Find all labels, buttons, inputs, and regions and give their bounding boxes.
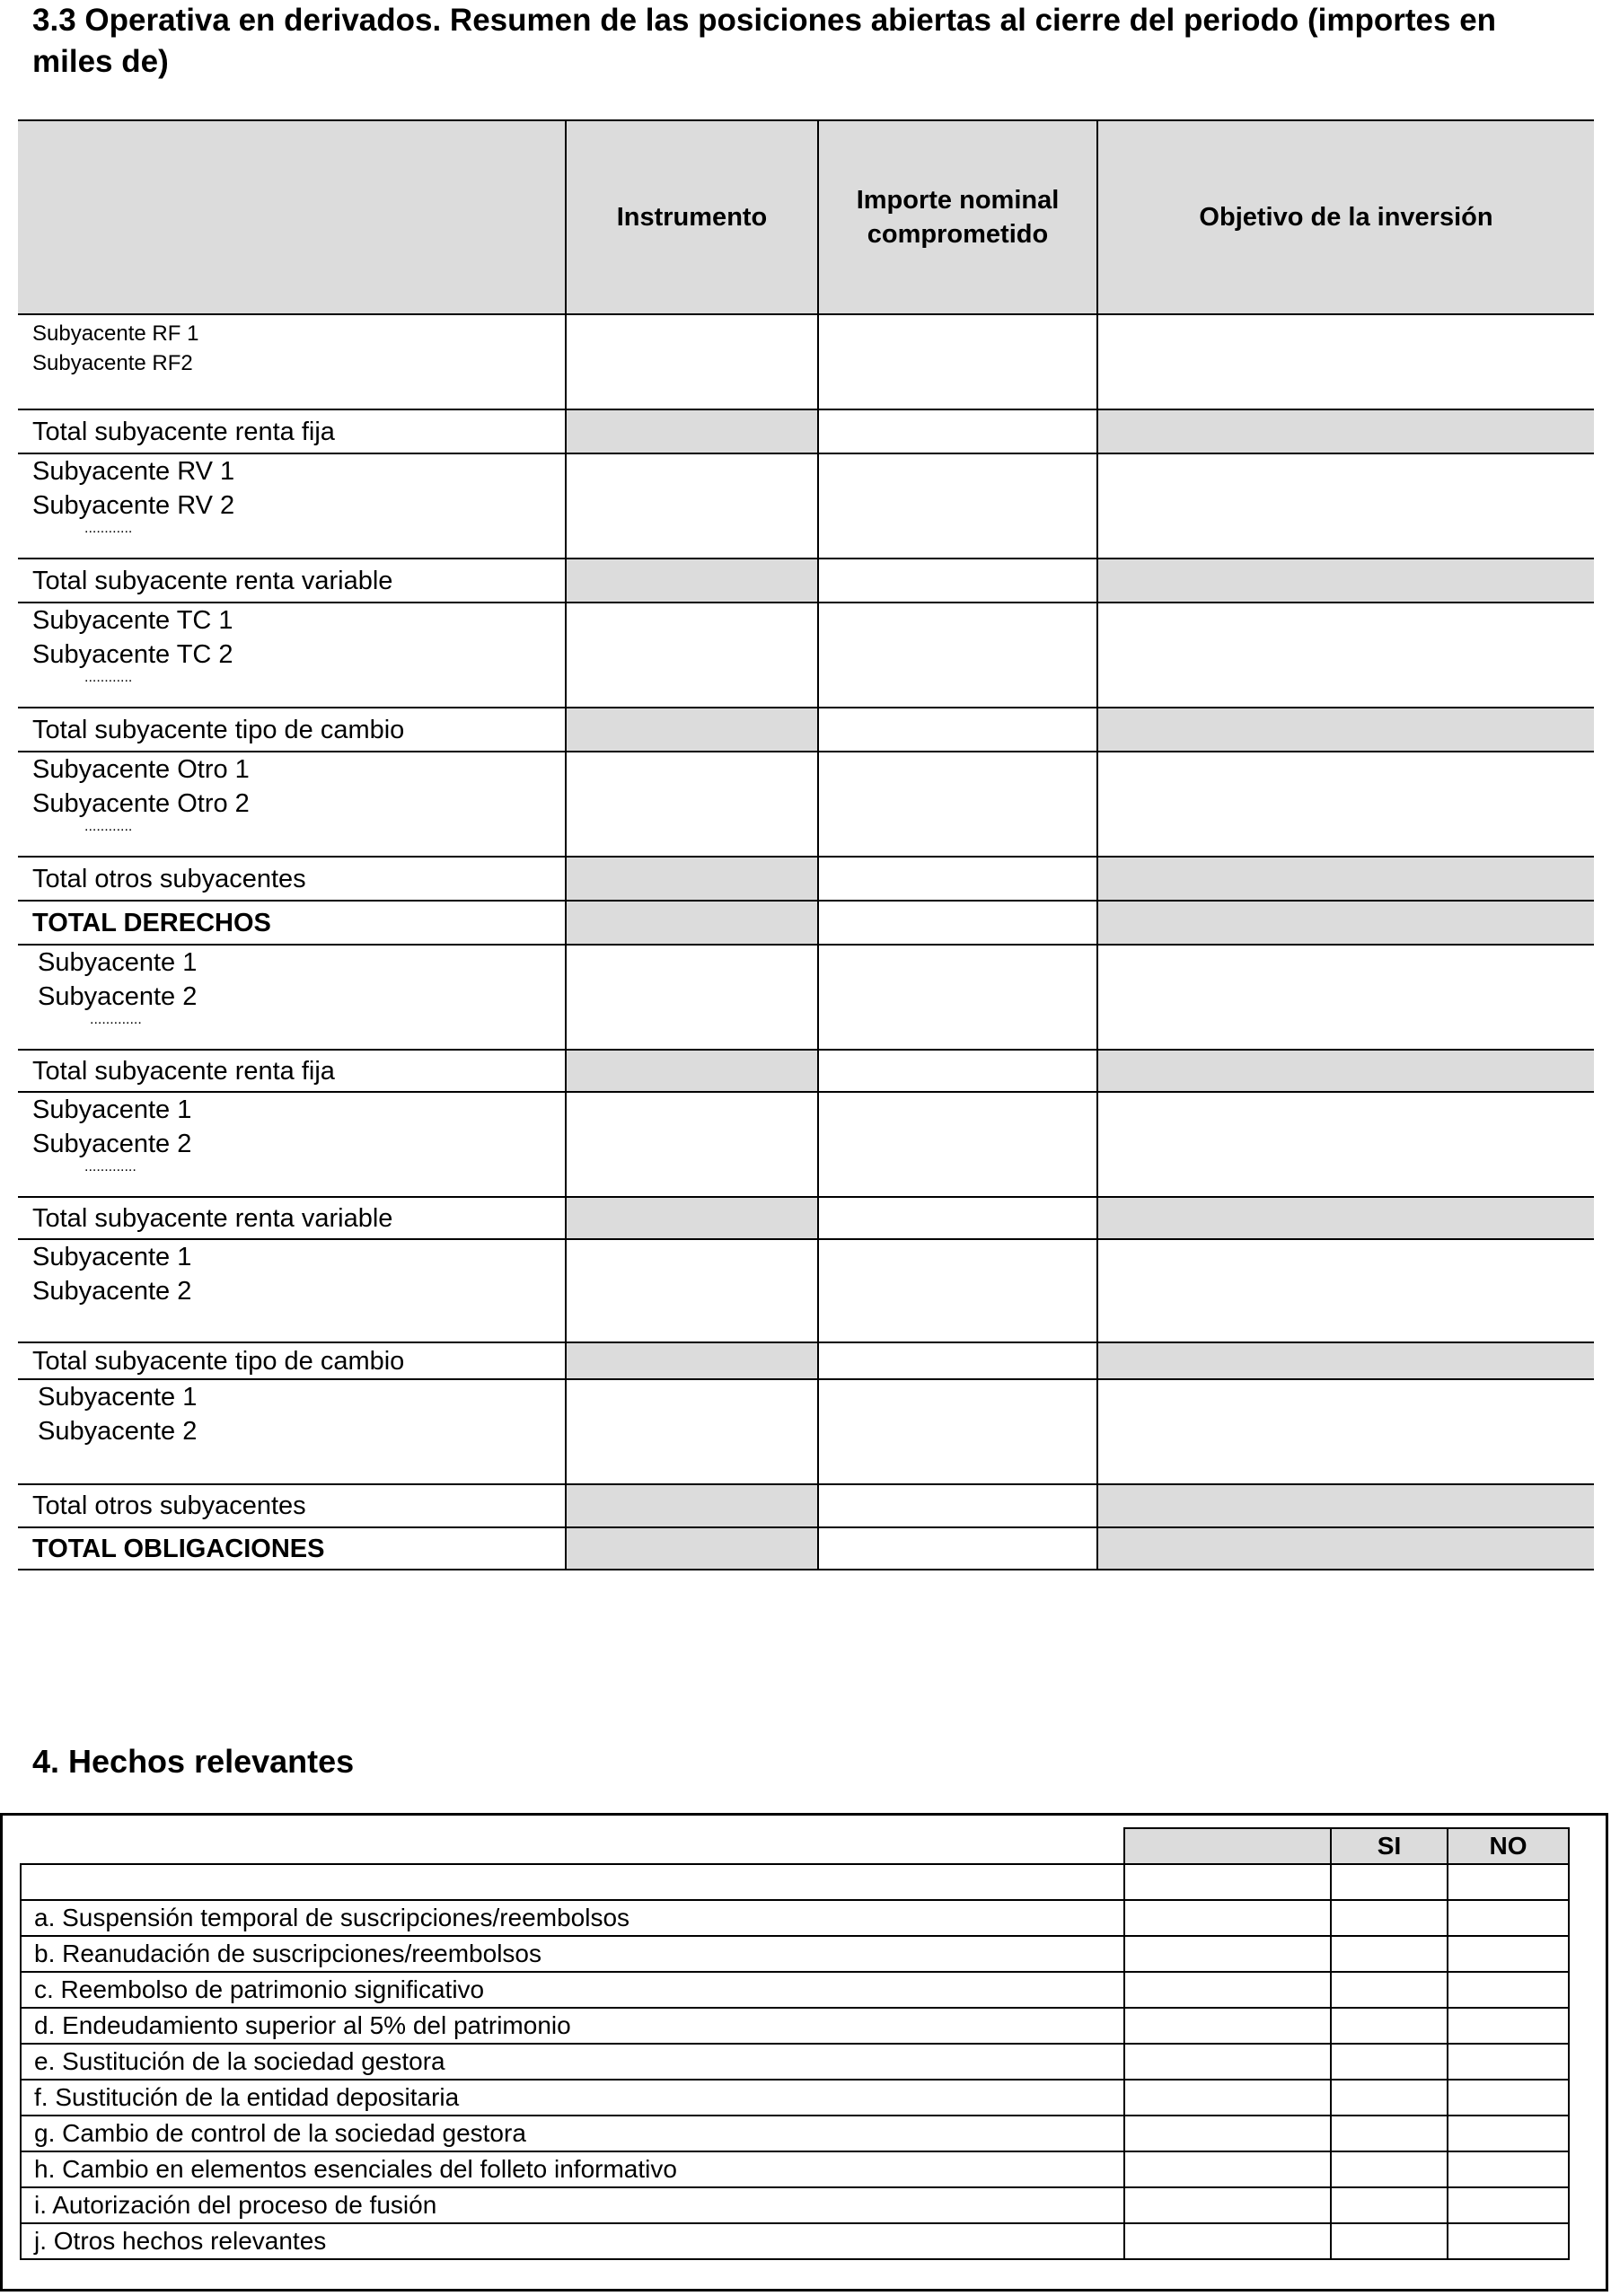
cell-importe <box>818 901 1097 945</box>
row-label <box>18 409 566 453</box>
header-importe-nominal: Importe nominal comprometido <box>818 120 1097 314</box>
cell-instrumento <box>566 314 818 409</box>
cell-importe <box>818 409 1097 453</box>
cell-importe <box>818 708 1097 752</box>
hecho-cell <box>1124 2008 1331 2044</box>
line: Subyacente 1 <box>32 1243 192 1271</box>
line: TOTAL DERECHOS <box>32 908 271 937</box>
row-label <box>18 1379 566 1484</box>
si-cell[interactable] <box>1331 1936 1448 1972</box>
header-instrumento: Instrumento <box>566 120 818 314</box>
line: Subyacente TC 2 <box>32 640 233 669</box>
hecho-label: g. Cambio de control de la sociedad gestora <box>21 2116 1124 2151</box>
cell-objetivo <box>1097 1050 1594 1092</box>
row-label <box>18 857 566 901</box>
no-cell[interactable] <box>1448 2187 1569 2223</box>
cell-instrumento <box>566 409 818 453</box>
cell-instrumento <box>566 603 818 708</box>
cell-instrumento <box>566 901 818 945</box>
line: Total otros subyacentes <box>32 1491 306 1520</box>
cell-objetivo <box>1097 752 1594 857</box>
line: Subyacente 1 <box>32 1095 192 1124</box>
hecho-cell <box>1124 1900 1331 1936</box>
cell-objetivo <box>1097 1527 1594 1570</box>
row-label <box>18 1342 566 1379</box>
line: Subyacente Otro 2 <box>32 789 250 818</box>
section-4-title: 4. Hechos relevantes <box>32 1743 355 1780</box>
cell-objetivo <box>1097 1484 1594 1527</box>
line: Subyacente RV 2 <box>32 491 235 520</box>
row-label <box>18 752 566 857</box>
line: Total otros subyacentes <box>32 864 306 893</box>
row-label <box>18 1239 566 1342</box>
si-cell[interactable] <box>1331 2116 1448 2151</box>
hecho-cell <box>1124 2116 1331 2151</box>
no-cell[interactable] <box>1448 2080 1569 2116</box>
cell-importe <box>818 1092 1097 1197</box>
cell-importe <box>818 453 1097 559</box>
hecho-cell <box>1124 1972 1331 2008</box>
cell-instrumento <box>566 1342 818 1379</box>
ellipsis: ............ <box>84 819 133 834</box>
hecho-label: b. Reanudación de suscripciones/reembolsos <box>21 1936 1124 1972</box>
ellipsis: ............. <box>90 1012 142 1027</box>
cell-importe <box>818 1050 1097 1092</box>
hecho-cell <box>1124 2151 1331 2187</box>
no-cell[interactable] <box>1448 1900 1569 1936</box>
cell-importe <box>818 1527 1097 1570</box>
line: Subyacente 1 <box>38 948 198 977</box>
cell-objetivo <box>1097 453 1594 559</box>
cell-importe <box>818 857 1097 901</box>
cell-objetivo <box>1097 409 1594 453</box>
no-cell[interactable] <box>1448 2151 1569 2187</box>
cell-instrumento <box>566 453 818 559</box>
cell-objetivo <box>1097 603 1594 708</box>
cell-instrumento <box>566 1197 818 1239</box>
cell-instrumento <box>566 945 818 1050</box>
cell-instrumento <box>566 1092 818 1197</box>
cell-instrumento <box>566 752 818 857</box>
cell-importe <box>818 1379 1097 1484</box>
hecho-label: f. Sustitución de la entidad depositaria <box>21 2080 1124 2116</box>
no-cell[interactable] <box>1448 2116 1569 2151</box>
cell-objetivo <box>1097 708 1594 752</box>
derivatives-table <box>18 119 1594 1570</box>
cell-importe <box>818 1342 1097 1379</box>
cell-instrumento <box>566 1239 818 1342</box>
line: Subyacente 2 <box>38 1417 198 1446</box>
line: Total subyacente renta fija <box>32 417 335 446</box>
row-label <box>18 1527 566 1570</box>
si-cell[interactable] <box>1331 1900 1448 1936</box>
cell-instrumento <box>566 1379 818 1484</box>
no-cell[interactable] <box>1448 2008 1569 2044</box>
no-cell[interactable] <box>1448 1936 1569 1972</box>
header-si: SI <box>1331 1828 1448 1864</box>
blank-row-cell <box>1124 1864 1331 1900</box>
line: Total subyacente tipo de cambio <box>32 715 405 744</box>
si-cell[interactable] <box>1331 1972 1448 2008</box>
row-label <box>18 708 566 752</box>
row-label <box>18 1484 566 1527</box>
line: TOTAL OBLIGACIONES <box>32 1534 325 1563</box>
si-cell[interactable] <box>1331 2008 1448 2044</box>
row-label <box>18 945 566 1050</box>
hecho-cell <box>1124 2044 1331 2080</box>
cell-objetivo <box>1097 901 1594 945</box>
header-blank-col <box>1124 1828 1331 1864</box>
si-cell[interactable] <box>1331 2151 1448 2187</box>
cell-importe <box>818 1239 1097 1342</box>
cell-importe <box>818 752 1097 857</box>
hecho-label: e. Sustitución de la sociedad gestora <box>21 2044 1124 2080</box>
hecho-cell <box>1124 2080 1331 2116</box>
row-label <box>18 314 566 409</box>
hecho-label: c. Reembolso de patrimonio significativo <box>21 1972 1124 2008</box>
si-cell[interactable] <box>1331 2187 1448 2223</box>
header-objetivo: Objetivo de la inversión <box>1097 120 1594 314</box>
cell-instrumento <box>566 1527 818 1570</box>
cell-importe <box>818 314 1097 409</box>
line: Subyacente 2 <box>32 1130 192 1158</box>
cell-importe <box>818 945 1097 1050</box>
si-cell[interactable] <box>1331 2223 1448 2259</box>
hecho-cell <box>1124 1936 1331 1972</box>
row-label <box>18 1092 566 1197</box>
cell-importe <box>818 1484 1097 1527</box>
line: Subyacente RF 1 <box>32 321 199 346</box>
cell-instrumento <box>566 857 818 901</box>
row-label <box>18 559 566 603</box>
row-label <box>18 603 566 708</box>
cell-objetivo <box>1097 857 1594 901</box>
blank-row-si <box>1331 1864 1448 1900</box>
ellipsis: ............ <box>84 670 133 685</box>
hecho-label: h. Cambio en elementos esenciales del folleto informativo <box>21 2151 1124 2187</box>
cell-importe <box>818 559 1097 603</box>
line: Total subyacente tipo de cambio <box>32 1346 405 1376</box>
line: Total subyacente renta variable <box>32 566 393 595</box>
no-cell[interactable] <box>1448 1972 1569 2008</box>
ellipsis: ............ <box>84 521 133 536</box>
cell-objetivo <box>1097 314 1594 409</box>
si-cell[interactable] <box>1331 2080 1448 2116</box>
cell-instrumento <box>566 1484 818 1527</box>
header-blank <box>21 1828 1124 1864</box>
cell-instrumento <box>566 708 818 752</box>
cell-instrumento <box>566 1050 818 1092</box>
line: Subyacente RF2 <box>32 351 193 375</box>
cell-objetivo <box>1097 1342 1594 1379</box>
hecho-cell <box>1124 2187 1331 2223</box>
ellipsis: ............. <box>84 1159 136 1174</box>
hecho-label: j. Otros hechos relevantes <box>21 2223 1124 2259</box>
cell-objetivo <box>1097 559 1594 603</box>
row-label <box>18 1197 566 1239</box>
line: Subyacente Otro 1 <box>32 755 250 784</box>
cell-objetivo <box>1097 1239 1594 1342</box>
row-label <box>18 453 566 559</box>
cell-objetivo <box>1097 1092 1594 1197</box>
hecho-cell <box>1124 2223 1331 2259</box>
hecho-label: a. Suspensión temporal de suscripciones/reembolsos <box>21 1900 1124 1936</box>
no-cell[interactable] <box>1448 2044 1569 2080</box>
line: Total subyacente renta variable <box>32 1203 393 1233</box>
line: Subyacente 2 <box>38 982 198 1011</box>
cell-objetivo <box>1097 1197 1594 1239</box>
cell-objetivo <box>1097 945 1594 1050</box>
hecho-label: i. Autorización del proceso de fusión <box>21 2187 1124 2223</box>
line: Total subyacente renta fija <box>32 1056 335 1086</box>
cell-instrumento <box>566 559 818 603</box>
line: Subyacente RV 1 <box>32 457 235 486</box>
cell-objetivo <box>1097 1379 1594 1484</box>
cell-importe <box>818 1197 1097 1239</box>
line: Subyacente 1 <box>38 1383 198 1412</box>
si-cell[interactable] <box>1331 2044 1448 2080</box>
hecho-label: d. Endeudamiento superior al 5% del patrimonio <box>21 2008 1124 2044</box>
line: Subyacente 2 <box>32 1277 192 1306</box>
no-cell[interactable] <box>1448 2223 1569 2259</box>
blank-row-no <box>1448 1864 1569 1900</box>
header-empty <box>18 120 566 314</box>
hechos-relevantes-table <box>20 1827 1570 2260</box>
header-no: NO <box>1448 1828 1569 1864</box>
row-label <box>18 1050 566 1092</box>
line: Subyacente TC 1 <box>32 606 233 635</box>
section-33-title: 3.3 Operativa en derivados. Resumen de las posiciones abiertas al cierre del periodo (importes en miles de) <box>32 3 1497 79</box>
blank-row-label <box>21 1864 1124 1900</box>
row-label <box>18 901 566 945</box>
cell-importe <box>818 603 1097 708</box>
